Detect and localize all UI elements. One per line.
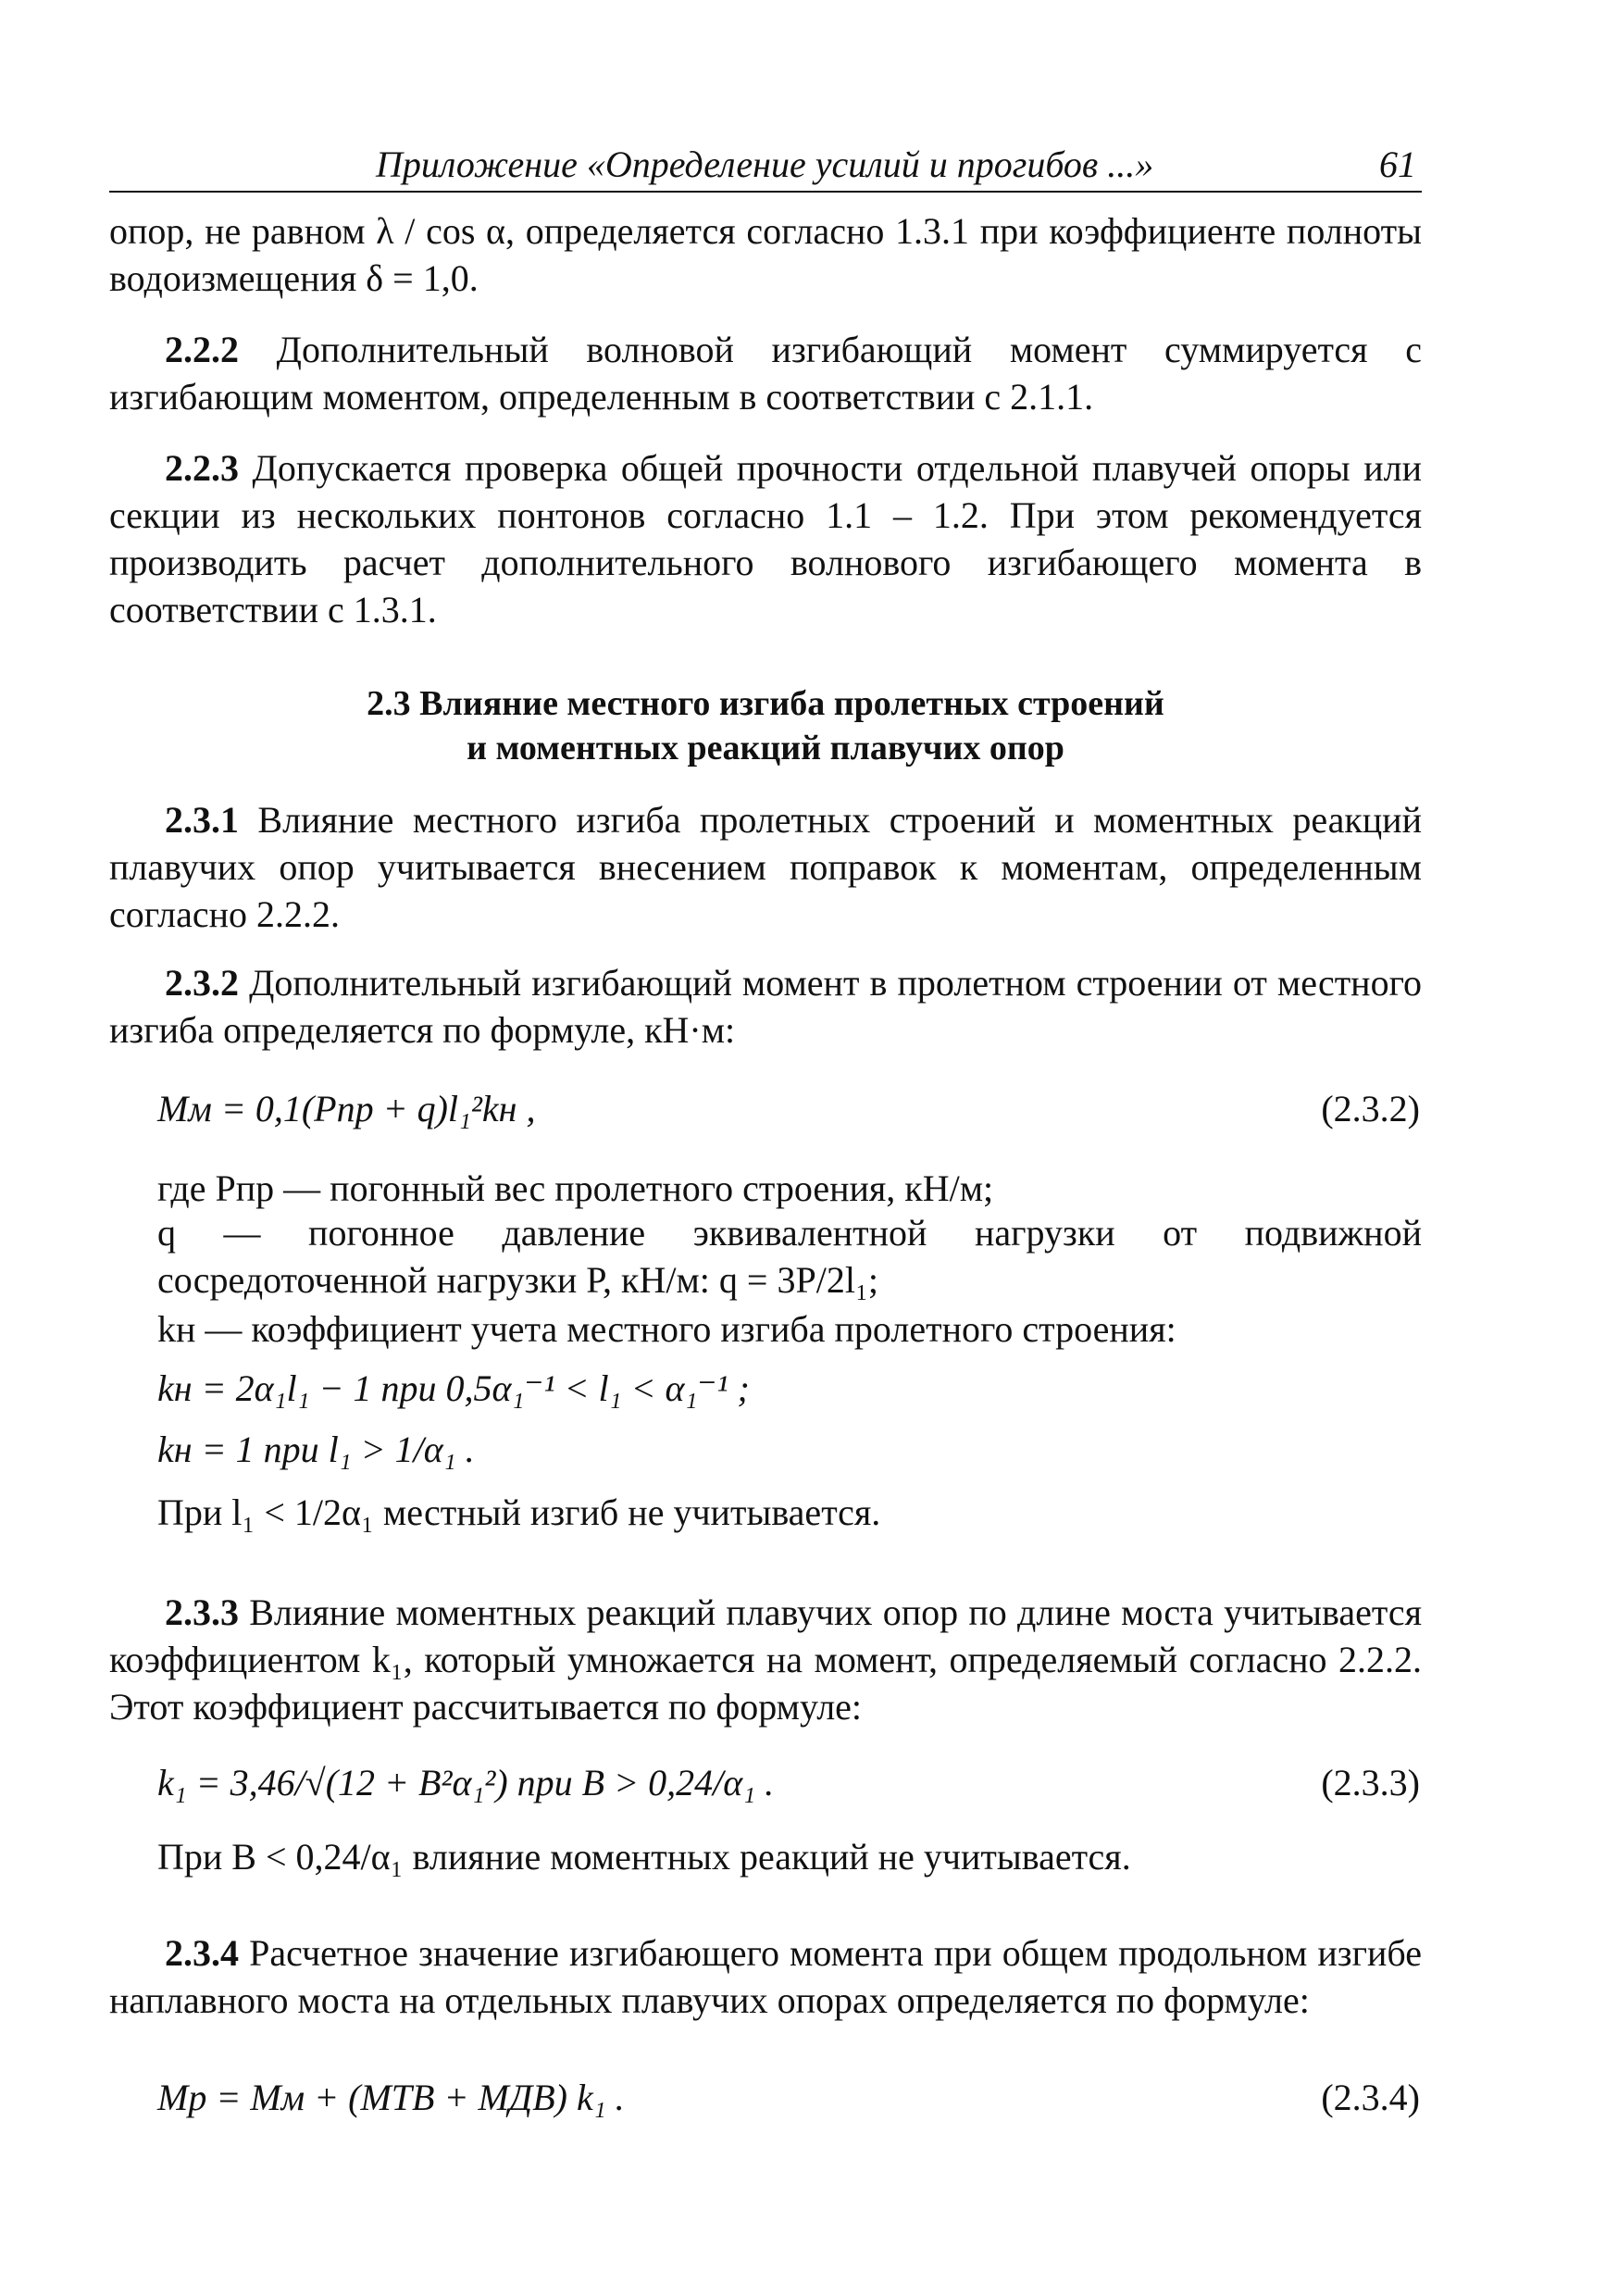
paragraph-2-2-3 [109,444,1422,633]
paragraph-2-3-4 [109,1929,1422,2024]
paragraph-intro [109,207,1422,302]
formula-2-3-3-note: При B < 0,24/α₁ влияние моментных реакций не учитывается. [157,1836,1131,1878]
section-heading-2-3 [109,681,1422,770]
clause-number: 2.3.4 [165,1932,239,1974]
paragraph-2-3-3 [109,1589,1422,1730]
where-line-5: kн = 1 при l₁ > 1/α₁ . [157,1429,475,1470]
header-title: Приложение «Определение усилий и прогибов ...» [376,144,1154,185]
where-line-6: При l₁ < 1/2α₁ местный изгиб не учитывается. [157,1491,881,1533]
paragraph-2-3-1 [109,796,1422,938]
where-line-1: где Pпр — погонный вес пролетного строения, кН/м; [157,1167,994,1209]
clause-number: 2.3.1 [165,799,239,841]
clause-text: Дополнительный волновой изгибающий момент суммируется с изгибающим моментом, определенным в соответствии с 2.1.1. [109,329,1422,418]
paragraph-intro-text: опор, не равном λ / cos α, определяется согласно 1.3.1 при коэффициенте полноты водоизмещения δ = 1,0. [109,210,1422,299]
equation-number-2-3-2: (2.3.2) [1321,1088,1420,1129]
where-line-2: q — погонное давление эквивалентной нагрузки от подвижной сосредоточенной нагрузки P, кН/м: q = 3P/2l₁; [157,1212,1422,1301]
paragraph-2-3-2 [109,959,1422,1054]
clause-number: 2.3.2 [165,962,239,1004]
where-line-2-block [157,1209,1422,1304]
paragraph-2-2-2 [109,326,1422,420]
formula-2-3-4: Mр = Mм + (MТВ + MДВ) k₁ . [157,2077,625,2118]
formula-2-3-2: Mм = 0,1(Pпр + q)l₁²kн , [157,1088,536,1129]
page-number: 61 [1379,144,1416,185]
clause-number: 2.3.3 [165,1591,239,1633]
clause-text: Влияние моментных реакций плавучих опор по длине моста учитывается коэффициентом k₁, который умножается на момент, определяемый согласно 2.2.2. Этот коэффициент рассчитывается по формуле: [109,1591,1422,1728]
clause-number: 2.2.2 [165,329,239,370]
clause-text: Влияние местного изгиба пролетных строений и моментных реакций плавучих опор учитывается внесением поправок к моментам, определенным согласно 2.2.2. [109,799,1422,935]
section-heading-line2: и моментных реакций плавучих опор [467,729,1064,767]
section-heading-line1: 2.3 Влияние местного изгиба пролетных строений [367,684,1164,723]
equation-number-2-3-4: (2.3.4) [1321,2077,1420,2118]
clause-text: Допускается проверка общей прочности отдельной плавучей опоры или секции из нескольких понтонов согласно 1.1 – 1.2. При этом рекомендуется производить расчет дополнительного волнового изгибающего момента в соответствии с 1.3.1. [109,447,1422,630]
running-header [109,137,1422,193]
clause-number: 2.2.3 [165,447,239,489]
equation-number-2-3-3: (2.3.3) [1321,1762,1420,1803]
where-line-4: kн = 2α₁l₁ − 1 при 0,5α₁⁻¹ < l₁ < α₁⁻¹ ; [157,1367,750,1409]
formula-2-3-3: k₁ = 3,46/√(12 + B²α₁²) при B > 0,24/α₁ . [157,1762,775,1803]
clause-text: Дополнительный изгибающий момент в пролетном строении от местного изгиба определяется по формуле, кН·м: [109,962,1422,1051]
where-line-3: kн — коэффициент учета местного изгиба пролетного строения: [157,1308,1176,1350]
clause-text: Расчетное значение изгибающего момента при общем продольном изгибе наплавного моста на отдельных плавучих опорах определяется по формуле: [109,1932,1422,2021]
